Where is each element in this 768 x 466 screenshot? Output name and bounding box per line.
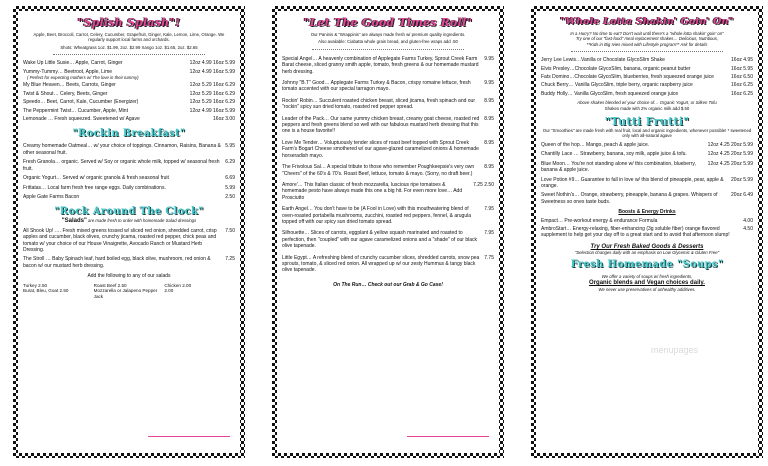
menu-item — [282, 56, 494, 75]
menu-item — [23, 185, 235, 191]
soups-line-3: We never use preservatives of unhealthy additives. — [598, 286, 696, 292]
menu-item-note: ( Perfect for expecting mothers w/ The love in their tummy) — [27, 75, 139, 81]
salads-note: are made fresh to order with homemade Salad dressings — [86, 218, 197, 224]
menu-item — [282, 182, 494, 201]
menu-item-description: Blue Moon… You're not standing alone w/ this combination, blueberry, banana & apple juice. — [541, 160, 696, 174]
menu-item-description: Buddy Holly… Vanilla GlycoSlim, fresh squeezed orange juice — [541, 90, 679, 97]
add-ons-grid — [23, 283, 235, 300]
section-title-breakfast: "Rockin Breakfast" — [72, 128, 186, 140]
smoothie-list — [541, 142, 753, 205]
menu-item — [282, 206, 494, 225]
shakes-intro-3: **Kids in Big Ivies mixed with Lifestyle program** Ask for details — [586, 41, 708, 47]
shakes-intro-1: In a Hurry? No time to eat? Don't wait until there's a "whole lotta shakin' goin' on" — [570, 31, 724, 36]
menu-item-description: Creamy homemade Oatmeal… w/ your choice of toppings. Cinnamon, Raisins, Banana & other seasonal fruit. — [23, 143, 221, 156]
menu-item-description: Twist & Shout… Celery, Beets, Ginger — [23, 90, 108, 97]
menu-item-description: Yummy-Tummy… Beetroot, Apple, Lime — [23, 68, 113, 75]
menu-item — [282, 164, 494, 177]
add-ons-heading: Add the following to any of our salads — [87, 273, 171, 280]
menu-item-price: 5.99 — [225, 184, 235, 191]
add-on-option: Turkey 2.50 — [23, 282, 48, 288]
menu-item — [23, 108, 235, 114]
menu-item — [541, 151, 753, 157]
menu-item-description: Apple Gate Farms Bacon — [23, 193, 80, 200]
panini-intro: Our Paninis & "Wrappinis" are always made fresh w/ premium quality ingredients. — [310, 32, 466, 37]
boosts-heading: Boosts & Energy Drinks — [618, 209, 676, 216]
salads-intro — [23, 218, 235, 224]
menu-item-description: Empact… Pre-workout energy & endurance Formula — [541, 217, 658, 224]
menu-item — [541, 91, 753, 97]
menu-item-description: The Frivolous Sal… A special tribute to those who remember Poughkeepsie's very own "Cheers" of the 60's & 70's. Roast Beef, lettuce, tomato & mayo. (Sorry, no draft beer.) — [282, 164, 475, 177]
shots-line: Shots: Wheatgrass 1oz. $1.99, 2oz. $2.99 Xango 1oz. $1.65, 2oz. $2.65 — [60, 44, 198, 50]
soups-line-2: Organic blends and Vegan choices daily. — [589, 279, 705, 286]
menu-item-price: 4.50 — [743, 225, 753, 232]
menu-item — [282, 230, 494, 249]
menu-item-description: Chantilly Lace … Strawberry, banana, soy milk, apple juice & tofu. — [541, 151, 687, 158]
menu-item-price: 7.95 — [484, 206, 494, 213]
salads-label: "Salads" — [61, 218, 87, 225]
add-on-option: Mozzarella or Jalapeno Pepper Jack — [93, 288, 158, 300]
menu-item-description: Amore'… This Italian classic of fresh mozzarella, luscious ripe tomatoes & homemade pesto have always made this one a big hit. For even more love… Add Prosciutto — [282, 181, 463, 201]
shakes-note-1: Above shakes blended w/ your choice of… Organic Yogurt, or Silken Tofu — [577, 100, 717, 106]
section-title-rock-around-the-clock: "Rock Around The Clock" — [54, 206, 204, 218]
menu-panel-left — [13, 6, 245, 458]
menu-item — [282, 98, 494, 111]
menu-item-price: 9.95 — [484, 80, 494, 87]
menu-item — [23, 91, 235, 97]
menu-item-description: Queen of the hop… Mango, peach & apple juice. — [541, 141, 650, 148]
watermark: menupages — [650, 345, 698, 355]
divider-line — [407, 436, 489, 437]
menu-item-description: Earth Angel… You don't have to be (A Fool in Love) with this mouthwatering blend of oven-roasted portabella mushrooms, zucchini, roasted red peppers, fennel, & arugula topped off with our spicy sun dried tomato spread. — [282, 206, 471, 225]
menu-item-price: 6.69 — [225, 175, 235, 182]
menu-item-price: 16oz 6.25 — [731, 90, 753, 97]
menu-item-description: Speedo… Beet, Carrot, Kale, Cucumber (Energizer) — [23, 99, 139, 106]
menu-item — [282, 80, 494, 93]
menu-item-price: 7.25 — [225, 256, 235, 263]
bread-options: Also available: Ciabatta whole grain bread, and gluten-free wraps add .50 — [318, 39, 458, 45]
menu-item-description: My Blue Heaven… Beets, Carrots, Ginger — [23, 82, 116, 89]
add-on-option: Burat, Bleu, Goat 2.50 — [23, 288, 69, 294]
menu-item-description: Jerry Lee Lewis…Vanilla or Chocolate GlycoSlim Shake — [541, 57, 665, 64]
menu-item — [23, 60, 235, 66]
soups-line-1: We offer a variety of soups w/ fresh ingredients, — [601, 273, 693, 279]
menu-item-description: Love Potion #9… Guarantee to fall in love w/ this blend of pineapple, pear, apple & orange. — [541, 176, 724, 189]
menu-item-price: 12oz 4.25 20oz 5.99 — [707, 141, 753, 148]
section-title-splish-splash: "Splish Splash"! — [77, 16, 181, 29]
menu-item-description: Organic Yogurt… Served w/ organic granola & fresh seasonal fruit — [23, 175, 169, 182]
add-on-option: Roast Beef 2.50 — [93, 282, 127, 288]
menu-item-description: The Peppermint Twist… Cucumber, Apple, Mint — [23, 107, 128, 114]
menu-item — [23, 175, 235, 181]
breakfast-list — [23, 143, 235, 200]
menu-item-price: 16oz 3.00 — [213, 116, 235, 123]
menu-item — [282, 255, 494, 274]
panini-list — [282, 56, 494, 274]
menu-item-description: AmbroStart… Energy-relaxing, fiber-enhancing (3g soluble fiber) orange flavored supplement to help get your day off to a great start and to avoid that afternoon slump! — [541, 225, 730, 239]
add-on-option: Chicken 2.00 — [164, 282, 192, 288]
section-title-tutti-frutti: "Tutti Frutti" — [604, 115, 690, 129]
menu-item — [541, 192, 753, 205]
menu-item-price: 8.95 — [484, 97, 494, 104]
menu-item-price: 16oz 6.25 — [731, 82, 753, 89]
menu-item — [282, 140, 494, 159]
salad-list — [23, 228, 235, 269]
juice-intro: Apple, Beet, Broccoli, Carrot, Celery, Cucumber, Grapefruit, Ginger, Kale, Lemon, Lime, Orange. We regularly support local farms and orchards. — [33, 32, 225, 43]
menu-item — [541, 74, 753, 80]
menu-item-description: Love Me Tender… Voluptuously tender slices of roast beef topped with Sprout Creek Farm's Bogart Cheese smothered w/ our agave-glazed caramelized onions & homemade horseradish mayo. — [282, 139, 479, 159]
menu-item-price: 9.95 — [484, 55, 494, 62]
juice-list — [23, 60, 235, 122]
menu-item-description: Silhouette… Slices of carrots, eggplant & yellow squash marinated and roasted to perfection, then "coupled" with our agave caramelized onions and a "shade" of our black olive tapenade. — [282, 230, 477, 250]
shakes-note-2: Shakes made with 2% organic milk add $.50 — [604, 105, 690, 111]
menu-item-description: Fats Domino…Chocolate GlycoSlim, blueberries, fresh squeezed orange juice — [541, 74, 714, 81]
menu-item-description: Lemonade … Fresh squeezed. Sweetened w/ Agave — [23, 116, 140, 123]
menu-item-description: Johnny "B.T" Good… Applegate Farms Turkey & Bacon, crispy romaine lettuce, fresh tomato accented with our special tarragon mayo. — [282, 80, 471, 93]
menu-item — [23, 82, 235, 88]
baked-goods-note: "Selection changes daily with an emphasis on Low Glycemic & Gluten Free" — [574, 250, 720, 256]
menu-item-description: Wake Up Little Susie… Apple, Carrot, Ginger — [23, 60, 123, 67]
menu-panel-middle — [272, 6, 504, 458]
menu-item — [541, 82, 753, 88]
menu-item-description: Fresh Granola… organic. Served w/ Soy or organic whole milk, topped w/ seasonal fresh fruit. — [23, 159, 220, 172]
section-title-shakes: "Whole Lotta Shakin' Goin' On" — [560, 16, 734, 27]
menu-item-description: Rockin' Robin… Succulent roasted chicken breast, sliced jicama, fresh spinach and our "rockin" spicy sun dried tomato, roasted red pepper spread. — [282, 97, 475, 111]
menu-item — [23, 194, 235, 200]
menu-item-price: 12oz 4.99 16oz 5.99 — [189, 107, 235, 114]
menu-item — [23, 256, 235, 269]
menu-item-price: 7.75 — [484, 254, 494, 261]
smoothie-intro: Our "Smoothies" are made fresh with real fruit, local and organic ingredients, whenever possible! * sweetened only with all-natural agave — [542, 128, 752, 139]
section-title-good-times: "Let The Good Times Roll" — [303, 16, 473, 29]
grab-and-go-note: On The Run… Check out our Grab & Go Case! — [333, 281, 443, 288]
boost-list — [541, 218, 753, 239]
add-on-option: 2.00 — [164, 288, 174, 294]
shake-list — [541, 57, 753, 97]
menu-item-price: 12oz 5.29 16oz 6.29 — [189, 99, 235, 106]
menu-item — [23, 228, 235, 254]
menu-item-description: Chuck Berry… Vanilla GlycoSlim, triple berry, organic raspberry juice — [541, 82, 693, 89]
menu-item-price: 5.95 — [225, 143, 235, 150]
shakes-intro-2: Try one of our "fast-food" meal replacement shakes… Delicious, Nutritious, — [575, 36, 719, 42]
menu-item-price: 7.25 2.50 — [473, 181, 494, 188]
menu-item-price: 2.50 — [225, 193, 235, 200]
menu-item — [23, 99, 235, 105]
menu-item-price: 16oz 6.50 — [731, 74, 753, 81]
menu-item-price: 12oz 4.25 20oz 5.99 — [707, 160, 753, 167]
menu-item-price: 8.95 — [484, 164, 494, 171]
menu-item-price: 8.95 — [484, 115, 494, 122]
menu-item-price: 16oz 4.95 — [731, 57, 753, 64]
menu-item — [541, 66, 753, 72]
menu-item-description: The Stroll … Baby Spinach leaf, hard boiled egg, black olive, mushroom, red onion & bacon w/ our mustard herb dressing. — [23, 256, 211, 269]
menu-item-price: 12oz 4.99 16oz 5.99 — [189, 68, 235, 75]
menu-item-price: 12oz 4.99 16oz 5.99 — [189, 60, 235, 67]
menu-item-price: 7.50 — [225, 227, 235, 234]
menu-item-description: All Shook Up! …. Fresh mixed greens tossed w/ sliced red onion, shredded carrot, crisp apples and cucumber, black olives, crunchy jicama, roasted red pepper, chick peas and tomato w/ your choice of our House Vinaigrette, Avocado Ranch or Mustard Herb Dressing. — [23, 227, 217, 253]
menu-item-price: 16oz 5.95 — [731, 65, 753, 72]
menu-item-description: Special Angel… A heavenly combination of Applegate Farms Turkey, Sprout Creek Farm Barat cheese, sliced granny smith apple, tomato, fresh greens & our homemade mustard herb dressing. — [282, 55, 479, 75]
menu-item-price: 20oz 5.99 — [731, 176, 753, 183]
menu-item-description: Little Egypt… A refreshing blend of crunchy cucumber slices, shredded carrots, snow pea sprouts, tomato, & sliced red onion. All wrapped up w/ our zesty Hummus & tangy black olive tapenade. — [282, 254, 480, 274]
menu-item-price: 4.00 — [743, 217, 753, 224]
section-title-soups: Fresh Homemade "Soups" — [570, 258, 724, 270]
menu-item — [23, 116, 235, 122]
menu-item — [541, 57, 753, 63]
divider-line — [148, 436, 230, 437]
menu-item-price: 12oz 5.29 16oz 6.29 — [189, 90, 235, 97]
menu-item-description: Elvis Presley…Chocolate GlycoSlim, banana, organic peanut butter — [541, 65, 691, 72]
menu-item — [541, 142, 753, 148]
menu-panel-right — [531, 6, 763, 458]
menu-item — [541, 226, 753, 239]
baked-goods-heading: Try Our Fresh Baked Goods & Desserts — [590, 243, 704, 250]
menu-item — [541, 218, 753, 224]
menu-item-price: 12oz 5.29 16oz 6.29 — [189, 82, 235, 89]
menu-item — [541, 177, 753, 190]
menu-item-price: 20oz 6.49 — [731, 192, 753, 199]
menu-item-price: 7.95 — [484, 230, 494, 237]
menu-item-description: Frittatas… Local farm fresh free range eggs. Daily combinations. — [23, 184, 166, 191]
menu-item-price: 8.95 — [484, 139, 494, 146]
menu-item — [23, 143, 235, 156]
menu-item — [282, 116, 494, 135]
menu-item — [23, 159, 235, 172]
menu-item-description: Sweet Nothin's… Orange, strawberry, pineapple, banana & grapes. Whispers of Sweetness so ones taste buds. — [541, 192, 718, 205]
menu-item — [541, 161, 753, 174]
menu-item-price: 12oz 4.25 20oz 5.99 — [707, 151, 753, 158]
menu-item-price: 6.29 — [225, 159, 235, 166]
menu-item-description: Leader of the Pack… Our same yummy chicken breast, creamy goat cheese, roasted red peppers and fresh greens blend so well with our fabulous mustard herb dressing that this one is a house favorite!! — [282, 115, 480, 135]
